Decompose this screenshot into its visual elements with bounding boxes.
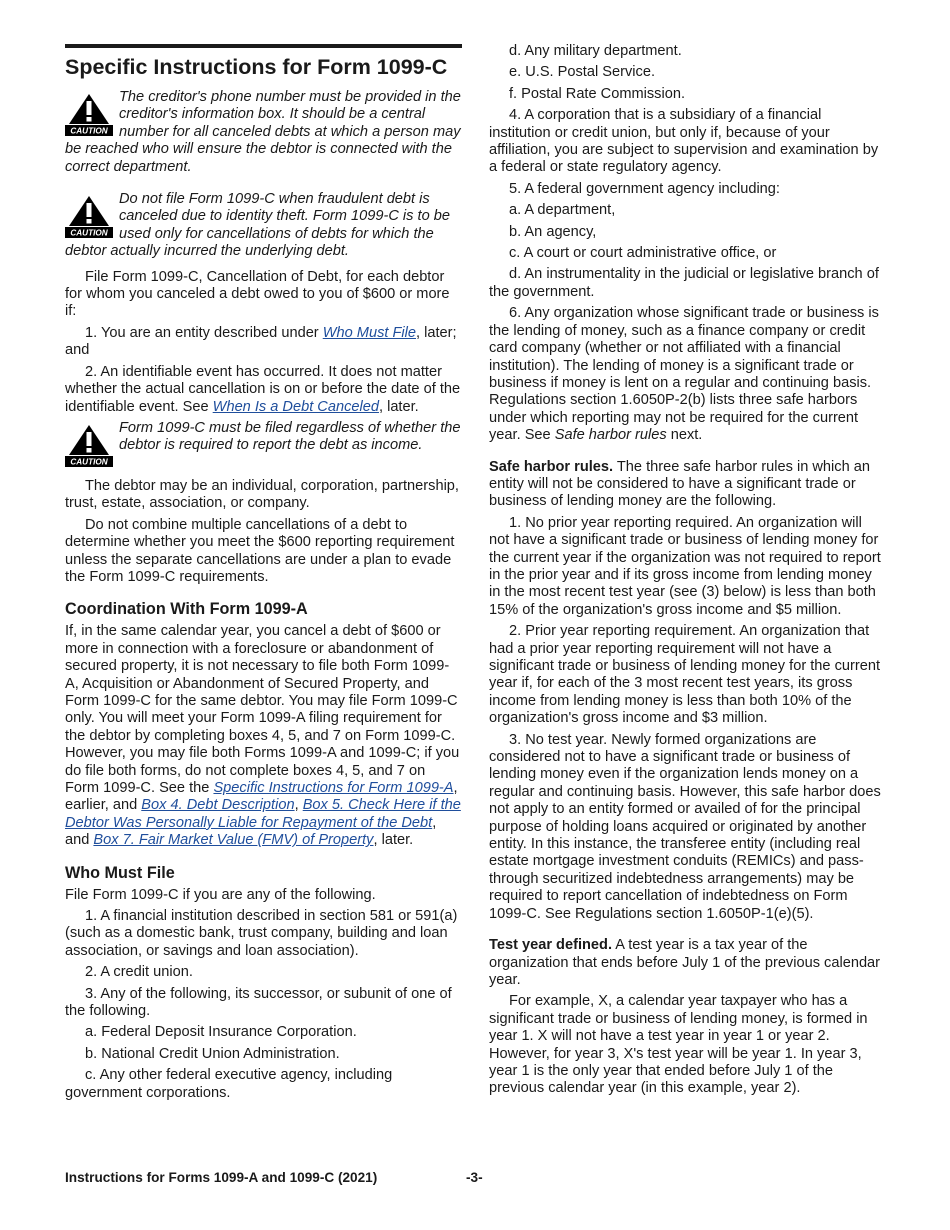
debtor-paragraph: The debtor may be an individual, corporation, partnership, trust, estate, association, or company. <box>65 477 459 512</box>
svg-text:CAUTION: CAUTION <box>70 228 108 238</box>
coordination-paragraph: If, in the same calendar year, you cancel a debt of $600 or more in connection with a foreclosure or abandonment of secured property, it is not necessary to file both Form 1099-A, Acquisition or Abandonment of Secured Property, and Form 1099-C for the same debtor. You may file Form 1099-C only. You will meet your Form 1099-A filing requirement for the debtor by completing boxes 4, 5, and 7 on Form 1099-C. However, you may file both Forms 1099-A and 1099-C; if you do file both forms, do not complete boxes 4, 5, and 7 on Form 1099-C. See the Specific Instructions for Form 1099-A, earlier, and Box 4. Debt Description, Box 5. Check Here if the Debtor Was Personally Liable for Repayment of the Debt, and Box 7. Fair Market Value (FMV) of Property, later. <box>65 623 461 849</box>
condition-item-2: 2. An identifiable event has occurred. It does not matter whether the actual cancellation is on or before the date of the identifiable event. See When Is a Debt Canceled, later. <box>65 363 461 415</box>
box4-link[interactable]: Box 4. Debt Description <box>141 797 295 814</box>
who-item-5: 5. A federal government agency including: <box>509 180 780 197</box>
caution-icon <box>65 423 113 467</box>
caution-icon <box>65 194 113 238</box>
safe-harbor-1: 1. No prior year reporting required. An organization will not have a significant trade or business of lending money for the current year if the organization was not required to report in the prior year and if its gross income from lending money in the most recent test year (see (3) below) is less than both 15% of the organization's gross income and $5 million. <box>489 514 881 618</box>
right-column <box>489 0 882 1102</box>
caution-icon <box>65 92 113 136</box>
who-item-5c: c. A court or court administrative office, or <box>509 245 777 262</box>
who-item-1: 1. A financial institution described in section 581 or 591(a) (such as a domestic bank, trust company, building and loan association, or savings and loan association). <box>65 908 458 959</box>
when-debt-canceled-link[interactable]: When Is a Debt Canceled <box>212 398 379 415</box>
box7-link[interactable]: Box 7. Fair Market Value (FMV) of Property <box>93 832 374 849</box>
who-item-3: 3. Any of the following, its successor, or subunit of one of the following. <box>65 985 452 1020</box>
safe-harbor-heading: Safe harbor rules. <box>489 458 614 475</box>
combine-paragraph: Do not combine multiple cancellations of a debt to determine whether you meet the $600 reporting requirement unless the separate cancellations are under a plan to evade the Form 1099-C requirements. <box>65 516 455 585</box>
page-number: -3- <box>466 1170 483 1185</box>
caution-note-2: CAUTION Do not file Form 1099-C when fraudulent debt is canceled due to identity theft. Form 1099-C is to be used only for cancellations of debts for which the debtor actually incurred the underlying debt. <box>65 191 450 260</box>
form-1099a-instructions-link[interactable]: Specific Instructions for Form 1099-A <box>213 780 454 796</box>
who-item-5a: a. A department, <box>509 202 616 219</box>
who-must-file-heading: Who Must File <box>65 863 175 882</box>
who-item-3b: b. National Credit Union Administration. <box>85 1045 340 1062</box>
who-item-3c: c. Any other federal executive agency, including government corporations. <box>65 1067 393 1101</box>
box5-link[interactable]: Box 5. Check Here if the Debtor Was Personally Liable for Repayment of the Debt <box>65 797 461 831</box>
safe-harbor-2: 2. Prior year reporting requirement. An organization that had a prior year reporting requirement will not have a significant trade or business of lending money for the current year if, for each of the 3 most recent test years, its gross income from lending money is less than both 10% of the organization's gross income and $3 million. <box>489 623 881 727</box>
coordination-heading: Coordination With Form 1099-A <box>65 600 308 619</box>
left-column <box>65 0 462 1106</box>
caution-note-1: CAUTION The creditor's phone number must be provided in the creditor's information box. It should be a central number for all canceled debts at which a person may be reached who will ensure the debtor is connected with the correct department. <box>65 89 461 175</box>
who-must-file-link[interactable]: Who Must File <box>322 324 416 341</box>
footer-title: Instructions for Forms 1099-A and 1099-C (2021) <box>65 1170 378 1185</box>
who-item-5d: d. An instrumentality in the judicial or legislative branch of the government. <box>489 266 879 300</box>
who-item-4: 4. A corporation that is a subsidiary of a financial institution or credit union, but only if, because of your affiliation, you are subject to supervision and examination by a federal or state regulatory agency. <box>489 107 879 176</box>
safe-harbor-3: 3. No test year. Newly formed organizations are considered not to have a significant trade or business of lending money even if the organization lends money on a regular and continuing basis. However, this safe harbor does not apply to an entity formed or availed of for the principal purpose of holding loans acquired or originated by another entity. In this instance, the transferee entity (including real estate mortgage investment conduits (REMICs) and pass-through securitized indebtedness arrangements) may be required to report cancellation of indebtedness on Form 1099-C. See Regulations section 1.6050P-1(e)(5). <box>489 731 881 922</box>
who-item-3f: f. Postal Rate Commission. <box>509 85 685 102</box>
who-intro: File Form 1099-C if you are any of the following. <box>65 886 376 903</box>
who-item-3d: d. Any military department. <box>509 43 682 59</box>
example-paragraph: For example, X, a calendar year taxpayer who has a significant trade or business of lending money, is formed in year 1. X will not have a test year in year 1 or year 2. However, for year 3, X's test year will be year 1. In year 3, year 1 is the only year that ended before July 1 of the previous calendar year (in this example, year 2). <box>489 993 868 1097</box>
caution-note-3: CAUTION Form 1099-C must be filed regardless of whether the debtor is required to report the debt as income. <box>65 420 462 467</box>
svg-text:CAUTION: CAUTION <box>70 457 108 467</box>
test-year-paragraph: Test year defined. A test year is a tax year of the organization that ends before July 1 of the previous calendar year. <box>489 937 881 988</box>
svg-text:CAUTION: CAUTION <box>70 126 108 136</box>
who-item-5b: b. An agency, <box>509 223 597 240</box>
test-year-heading: Test year defined. <box>489 937 613 954</box>
intro-paragraph: File Form 1099-C, Cancellation of Debt, for each debtor for whom you canceled a debt owed to you of $600 or more if: <box>65 268 450 320</box>
who-item-3e: e. U.S. Postal Service. <box>509 64 655 81</box>
safe-harbor-intro: Safe harbor rules. The three safe harbor rules in which an entity will not be considered to have a significant trade or business of lending money are the following. <box>489 458 870 510</box>
who-item-6: 6. Any organization whose significant trade or business is the lending of money, such as a finance company or credit card company (whether or not affiliated with a financial institution). The lending of money is a significant trade or business if money is lent on a regular and continuing basis. Regulations section 1.6050P-2(b) lists three safe harbors under which reporting may not be required for the current year. See Safe harbor rules next. <box>489 305 879 444</box>
condition-item-1: 1. You are an entity described under Who Must File, later; and <box>65 324 457 359</box>
page-title: Specific Instructions for Form 1099-C <box>65 55 448 79</box>
who-item-2: 2. A credit union. <box>85 964 193 981</box>
who-item-3a: a. Federal Deposit Insurance Corporation. <box>85 1024 357 1041</box>
